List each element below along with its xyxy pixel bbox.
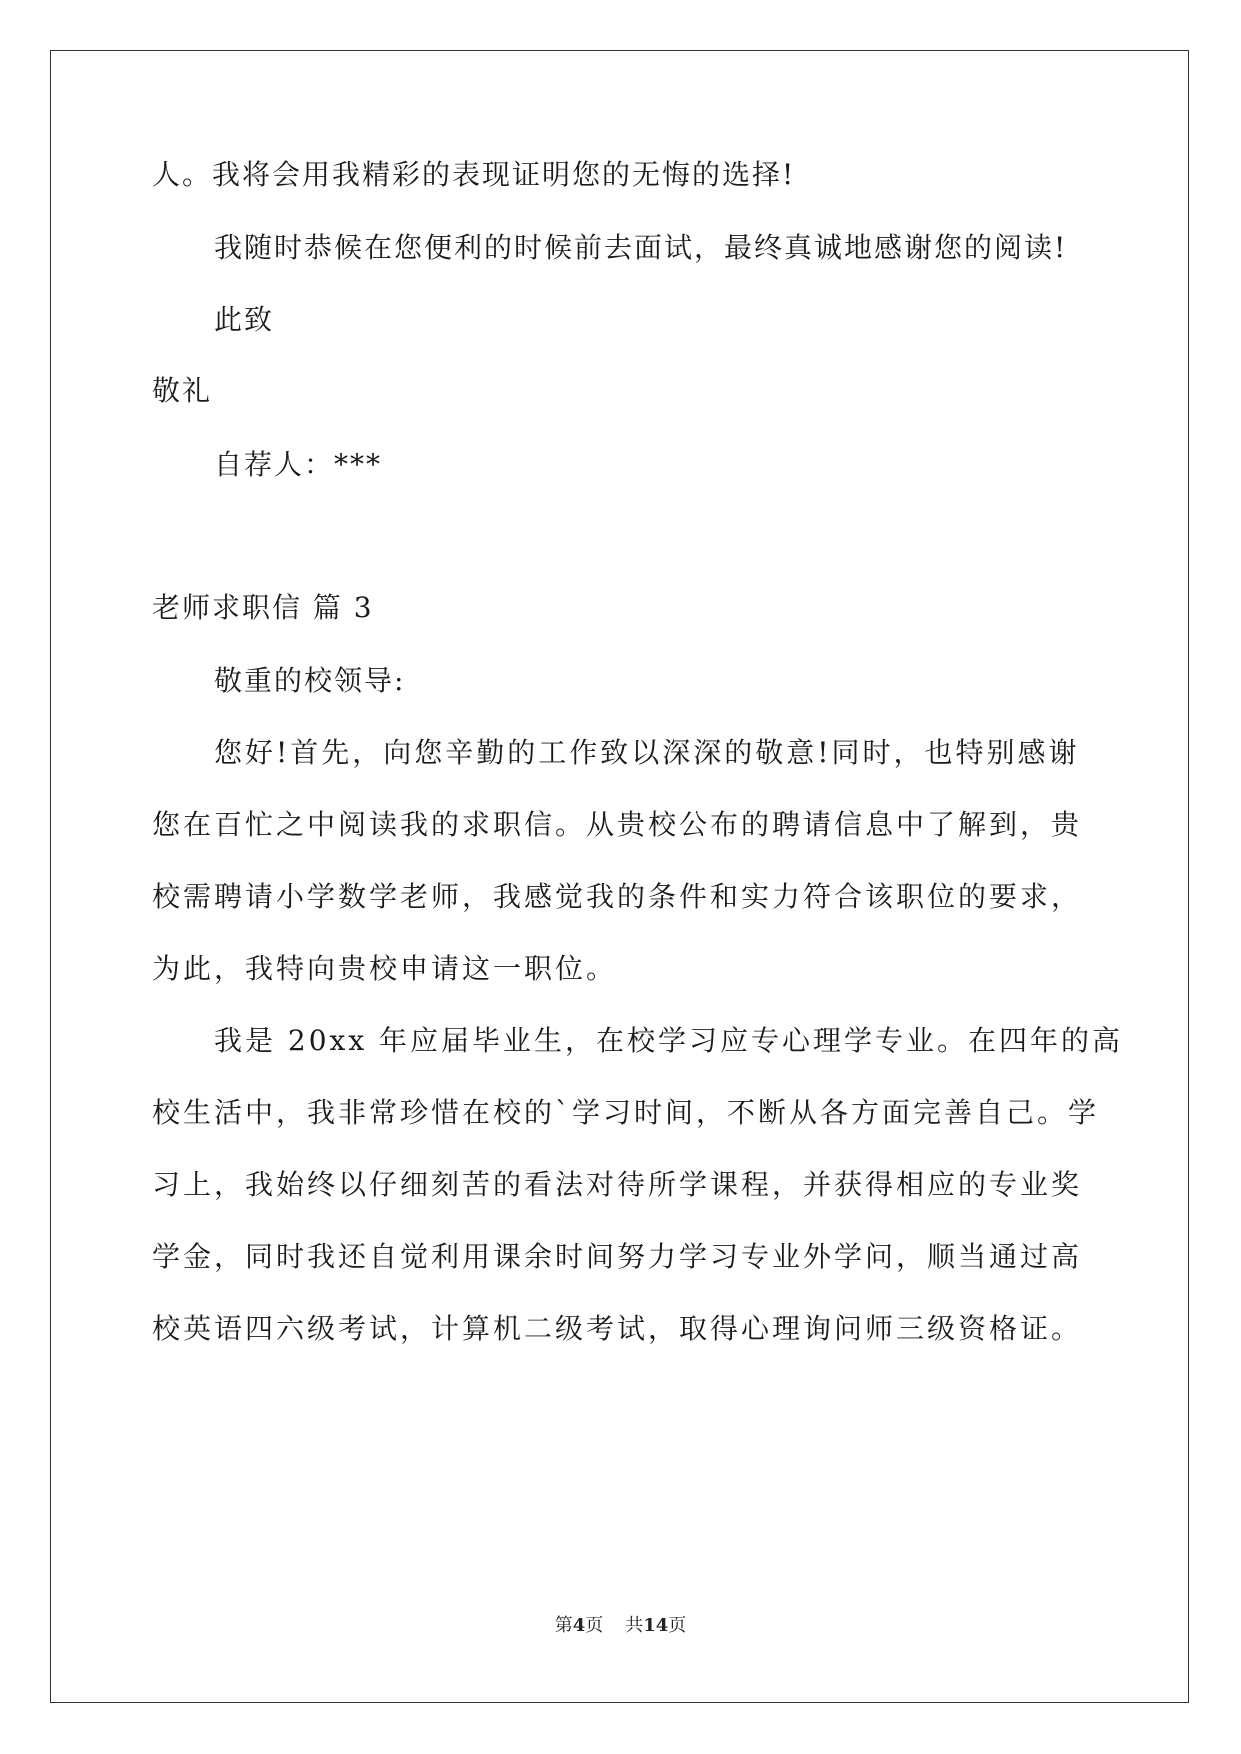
section-title: 老师求职信 篇 3	[152, 591, 374, 624]
page-number-prefix: 第	[554, 1615, 573, 1636]
total-pages-suffix: 页	[668, 1615, 687, 1636]
closing-ci-zhi: 此致	[214, 303, 275, 336]
paragraph2-line: 习上，我始终以仔细刻苦的看法对待所学课程，并获得相应的专业奖	[152, 1168, 1083, 1201]
interview-line: 我随时恭候在您便利的时候前去面试，最终真诚地感谢您的阅读!	[214, 231, 1068, 264]
salutation: 敬重的校领导:	[214, 664, 406, 697]
paragraph1-line: 您在百忙之中阅读我的求职信。从贵校公布的聘请信息中了解到，贵	[152, 808, 1083, 841]
total-pages-number: 14	[643, 1615, 669, 1636]
total-pages-prefix: 共	[625, 1615, 644, 1636]
page-number-suffix: 页	[585, 1615, 604, 1636]
current-page-number: 4	[572, 1615, 586, 1636]
letter-continuation-line: 人。我将会用我精彩的表现证明您的无悔的选择!	[152, 158, 796, 191]
paragraph2-line: 学金，同时我还自觉利用课余时间努力学习专业外学问，顺当通过高	[152, 1240, 1083, 1273]
paragraph2-line: 校英语四六级考试，计算机二级考试，取得心理询问师三级资格证。	[152, 1312, 1083, 1345]
closing-jing-li: 敬礼	[152, 374, 213, 407]
paragraph2-line: 校生活中，我非常珍惜在校的`学习时间，不断从各方面完善自己。学	[152, 1096, 1100, 1129]
paragraph2-line: 我是 20xx 年应届毕业生，在校学习应专心理学专业。在四年的高	[214, 1024, 1124, 1057]
paragraph1-line: 为此，我特向贵校申请这一职位。	[152, 952, 618, 985]
paragraph1-line: 您好!首先，向您辛勤的工作致以深深的敬意!同时，也特别感谢	[214, 736, 1080, 769]
page-footer	[0, 1614, 1241, 1638]
paragraph1-line: 校需聘请小学数学老师，我感觉我的条件和实力符合该职位的要求，	[152, 880, 1083, 913]
signature-line: 自荐人：***	[214, 448, 383, 481]
